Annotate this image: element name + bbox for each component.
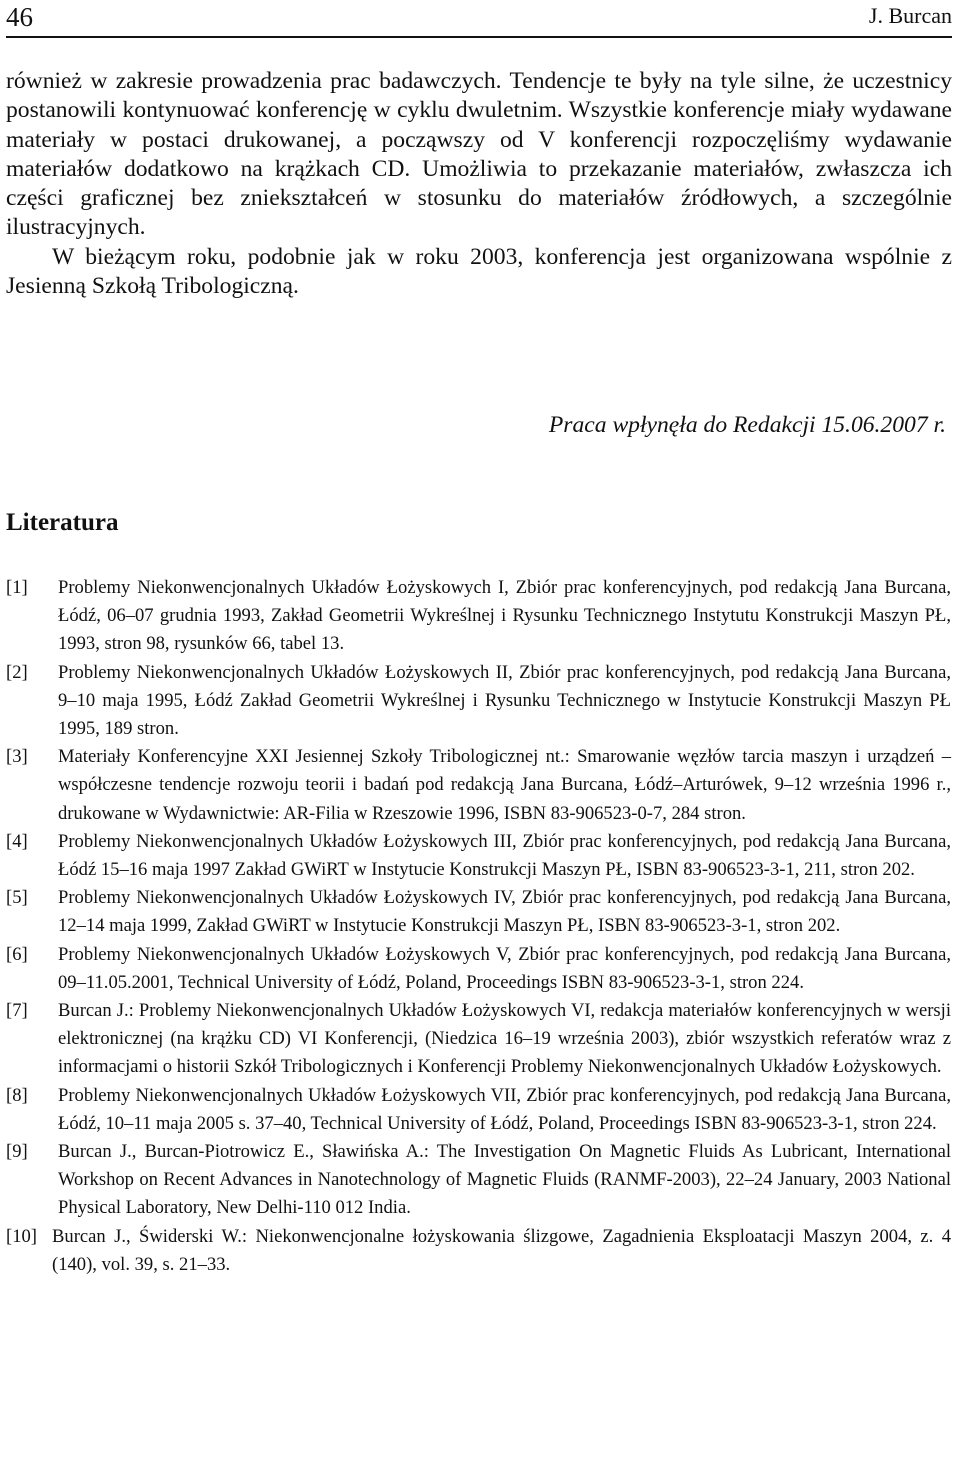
reference-item [6,1223,951,1279]
reference-item [6,1082,951,1138]
page-header [6,0,952,38]
paragraph: również w zakresie prowadzenia prac badawczych. Tendencje te były na tyle silne, że uczestnicy postanowili kontynuować konferencję w cyklu dwuletnim. Wszystkie konferencje miały wydawane materiały w postaci drukowanej, a począwszy od V konferencji rozpoczęliśmy wydawanie materiałów dodatkowo na krążkach CD. Umożliwia to przekazanie materiałów, zwłaszcza ich części graficznej bez zniekształceń w stosunku do materiałów źródłowych, a szczególnie ilustracyjnych. [6,68,952,241]
reference-number: [8] [6,1084,28,1106]
reference-text: Problemy Niekonwencjonalnych Układów Łożyskowych IV, Zbiór prac konferencyjnych, pod redakcją Jana Burcana, 12‒14 maja 1999, Zakład GWiRT w Instytucie Konstrukcji Maszyn PŁ, ISBN 83-906523-3-1, stron 202. [58,887,951,937]
reference-number: [5] [6,887,28,909]
reference-number: [2] [6,661,28,683]
reference-item [6,574,951,659]
reference-item [6,941,951,997]
reference-number: [7] [6,1000,28,1022]
reference-text: Burcan J.: Problemy Niekonwencjonalnych Układów Łożyskowych VI, redakcja materiałów konferencyjnych w wersji elektronicznej (na krążku CD) VI Konferencji, (Niedzica 16‒19 września 2003), zbiór wszystkich referatów wraz z informacjami o historii Szkół Tribologicznych i Konferencji Problemy Niekonwencjonalnych Układów Łożyskowych. [58,1000,951,1078]
running-head-author: J. Burcan [868,3,952,28]
reference-text: Problemy Niekonwencjonalnych Układów Łożyskowych VII, Zbiór prac konferencyjnych, pod redakcją Jana Burcana, Łódź, 10‒11 maja 2005 s. 37‒40, Technical University of Łódź, Poland, Proceedings ISBN 83-906523-3-1, stron 224. [58,1084,951,1134]
reference-item [6,1138,951,1223]
body-text [6,67,952,301]
reference-number: [4] [6,830,28,852]
received-date-note: Praca wpłynęła do Redakcji 15.06.2007 r. [548,412,946,438]
reference-text: Problemy Niekonwencjonalnych Układów Łożyskowych I, Zbiór prac konferencyjnych, pod redakcją Jana Burcana, Łódź, 06‒07 grudnia 1993, Zakład Geometrii Wykreślnej i Rysunku Technicznego Instytutu Konstrukcji Maszyn PŁ, 1993, stron 98, rysunków 66, tabel 13. [58,577,951,655]
reference-item [6,884,951,940]
reference-text: Problemy Niekonwencjonalnych Układów Łożyskowych V, Zbiór prac konferencyjnych, pod redakcją Jana Burcana, 09‒11.05.2001, Technical University of Łódź, Poland, Proceedings ISBN 83-906523-3-1, stron 224. [58,943,951,993]
reference-text: Materiały Konferencyjne XXI Jesiennej Szkoły Tribologicznej nt.: Smarowanie węzłów tarcia maszyn i urządzeń ‒ współczesne tendencje rozwoju teorii i badań pod redakcją Jana Burcana, Łódź‒Arturówek, 9‒12 września 1996 r., drukowane w Wydawnictwie: AR-Filia w Rzeszowie 1996, ISBN 83-906523-0-7, 284 stron. [58,746,951,824]
reference-item [6,659,951,744]
reference-number: [6] [6,943,28,965]
reference-list [6,574,951,1279]
reference-item [6,828,951,884]
paragraph: W bieżącym roku, podobnie jak w roku 2003, konferencja jest organizowana wspólnie z Jesienną Szkołą Tribologiczną. [6,243,952,300]
reference-number: [1] [6,577,28,598]
reference-number: [10] [6,1225,37,1247]
page-number: 46 [6,2,33,32]
reference-text: Burcan J., Burcan-Piotrowicz E., Sławińska A.: The Investigation On Magnetic Fluids As Lubricant, International Workshop on Recent Advances in Nanotechnology of Magnetic Fluids (RANMF-2003), 22‒24 January, 2003 National Physical Laboratory, New Delhi-110 012 India. [58,1141,951,1219]
reference-number: [9] [6,1141,28,1163]
reference-item [6,997,951,1082]
reference-text: Problemy Niekonwencjonalnych Układów Łożyskowych II, Zbiór prac konferencyjnych, pod redakcją Jana Burcana, 9‒10 maja 1995, Łódź Zakład Geometrii Wykreślnej i Rysunku Technicznego w Instytucie Konstrukcji Maszyn PŁ 1995, 189 stron. [58,661,951,740]
literature-heading: Literatura [6,509,119,536]
reference-text: Problemy Niekonwencjonalnych Układów Łożyskowych III, Zbiór prac konferencyjnych, pod redakcją Jana Burcana, Łódź 15‒16 maja 1997 Zakład GWiRT w Instytucie Konstrukcji Maszyn PŁ, ISBN 83-906523-3-1, 211, stron 202. [58,830,951,881]
reference-text: Burcan J., Świderski W.: Niekonwencjonalne łożyskowania ślizgowe, Zagadnienia Eksploatacji Maszyn 2004, z. 4 (140), vol. 39, s. 21‒33. [52,1225,951,1275]
reference-number: [3] [6,746,28,768]
reference-item [6,743,951,828]
